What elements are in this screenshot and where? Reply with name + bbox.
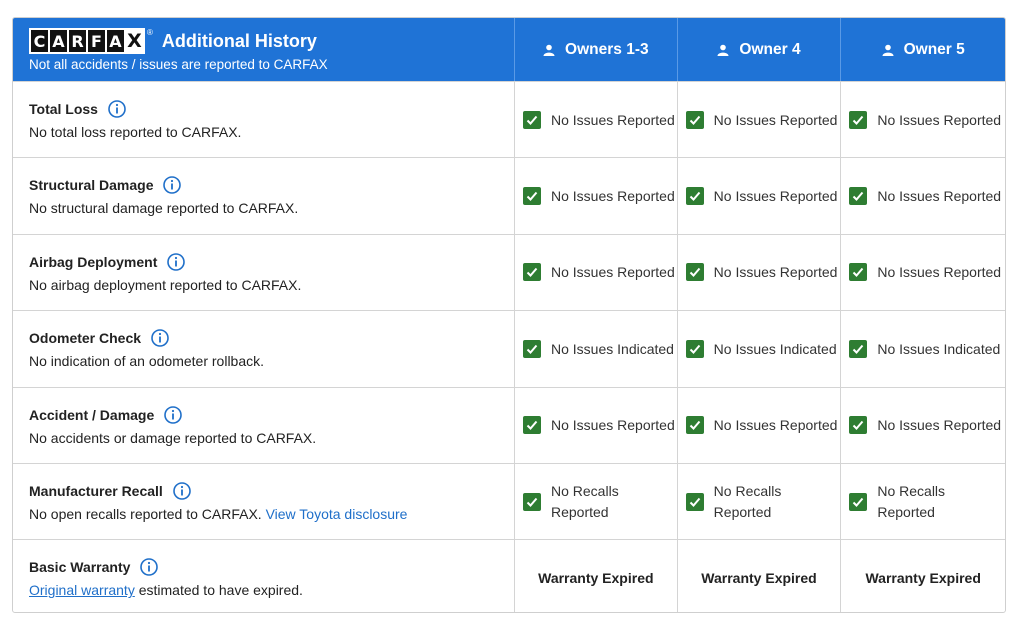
row-description: No indication of an odometer rollback. <box>29 353 265 370</box>
checkmark-icon <box>523 340 541 358</box>
status-cell: No Recalls Reported <box>841 464 1005 539</box>
checkmark-icon <box>523 416 541 434</box>
status-cell: No Issues Reported <box>841 388 1005 463</box>
row-title: Manufacturer Recall <box>29 482 163 499</box>
row-title: Odometer Check <box>29 330 142 347</box>
status-cell: No Issues Reported <box>678 158 841 233</box>
person-icon <box>882 44 894 56</box>
original-warranty-link[interactable]: Original warranty <box>29 582 135 599</box>
status-cell: No Issues Reported <box>841 235 1005 310</box>
status-cell: No Recalls Reported <box>515 464 677 539</box>
info-icon[interactable] <box>140 558 158 576</box>
info-icon[interactable] <box>167 253 185 271</box>
additional-history-table <box>12 17 1006 613</box>
checkmark-icon <box>523 187 541 205</box>
checkmark-icon <box>686 416 704 434</box>
row-title: Total Loss <box>29 101 98 117</box>
checkmark-icon <box>686 493 704 511</box>
status-cell: No Issues Indicated <box>515 311 677 386</box>
checkmark-icon <box>849 187 867 205</box>
warranty-status: Warranty Expired <box>538 570 654 587</box>
status-cell: No Issues Reported <box>678 235 841 310</box>
checkmark-icon <box>686 187 704 205</box>
info-icon[interactable] <box>108 100 126 118</box>
checkmark-icon <box>686 263 704 281</box>
checkmark-icon <box>523 111 541 129</box>
table-row <box>13 310 1005 386</box>
info-icon[interactable] <box>163 176 181 194</box>
table-row <box>13 539 1005 613</box>
toyota-disclosure-link[interactable]: View Toyota disclosure <box>265 505 408 522</box>
status-cell: No Issues Reported <box>515 388 677 463</box>
table-row <box>13 387 1005 463</box>
checkmark-icon <box>849 416 867 434</box>
owner-column-header: Owner 4 <box>678 18 841 81</box>
status-cell: No Issues Reported <box>678 82 841 157</box>
row-description: No airbag deployment reported to CARFAX. <box>29 276 302 293</box>
owner-column-header: Owner 5 <box>841 18 1005 81</box>
info-icon[interactable] <box>173 482 191 500</box>
section-subtitle: Not all accidents / issues are reported to CARFAX <box>29 57 328 72</box>
table-header <box>13 18 1005 81</box>
checkmark-icon <box>523 263 541 281</box>
section-title: Additional History <box>161 30 317 51</box>
info-icon[interactable] <box>164 406 182 424</box>
table-row <box>13 157 1005 233</box>
checkmark-icon <box>849 493 867 511</box>
table-row <box>13 234 1005 310</box>
status-cell: No Issues Indicated <box>841 311 1005 386</box>
checkmark-icon <box>849 340 867 358</box>
row-description: No open recalls reported to CARFAX. View Toyota disclosure <box>29 505 408 522</box>
status-cell: No Issues Reported <box>515 158 677 233</box>
row-description: No total loss reported to CARFAX. <box>29 124 242 140</box>
status-cell: No Issues Indicated <box>678 311 841 386</box>
table-row <box>13 81 1005 157</box>
status-cell: No Recalls Reported <box>678 464 841 539</box>
table-row <box>13 463 1005 539</box>
status-cell: No Issues Reported <box>841 158 1005 233</box>
status-cell: No Issues Reported <box>515 82 677 157</box>
info-icon[interactable] <box>151 329 169 347</box>
row-title: Structural Damage <box>29 177 154 194</box>
person-icon <box>717 44 729 56</box>
warranty-status: Warranty Expired <box>701 570 817 587</box>
checkmark-icon <box>849 111 867 129</box>
warranty-status: Warranty Expired <box>865 570 981 587</box>
checkmark-icon <box>686 111 704 129</box>
status-cell: No Issues Reported <box>841 82 1005 157</box>
row-title: Airbag Deployment <box>29 253 158 270</box>
status-cell: No Issues Reported <box>678 388 841 463</box>
row-title: Basic Warranty <box>29 559 131 576</box>
row-title: Accident / Damage <box>29 406 155 423</box>
checkmark-icon <box>523 493 541 511</box>
row-description: Original warranty estimated to have expired. <box>29 582 303 599</box>
checkmark-icon <box>849 263 867 281</box>
row-description: No structural damage reported to CARFAX. <box>29 200 299 217</box>
status-cell: No Issues Reported <box>515 235 677 310</box>
checkmark-icon <box>686 340 704 358</box>
carfax-logo: C A R F A X <box>29 28 145 54</box>
row-description: No accidents or damage reported to CARFAX. <box>29 429 317 446</box>
person-icon <box>543 44 555 56</box>
owner-column-header: Owners 1-3 <box>515 18 677 81</box>
header-brand: C A R F A X ® Additional History Not all accidents / issues are reported to CARFAX <box>13 18 514 81</box>
